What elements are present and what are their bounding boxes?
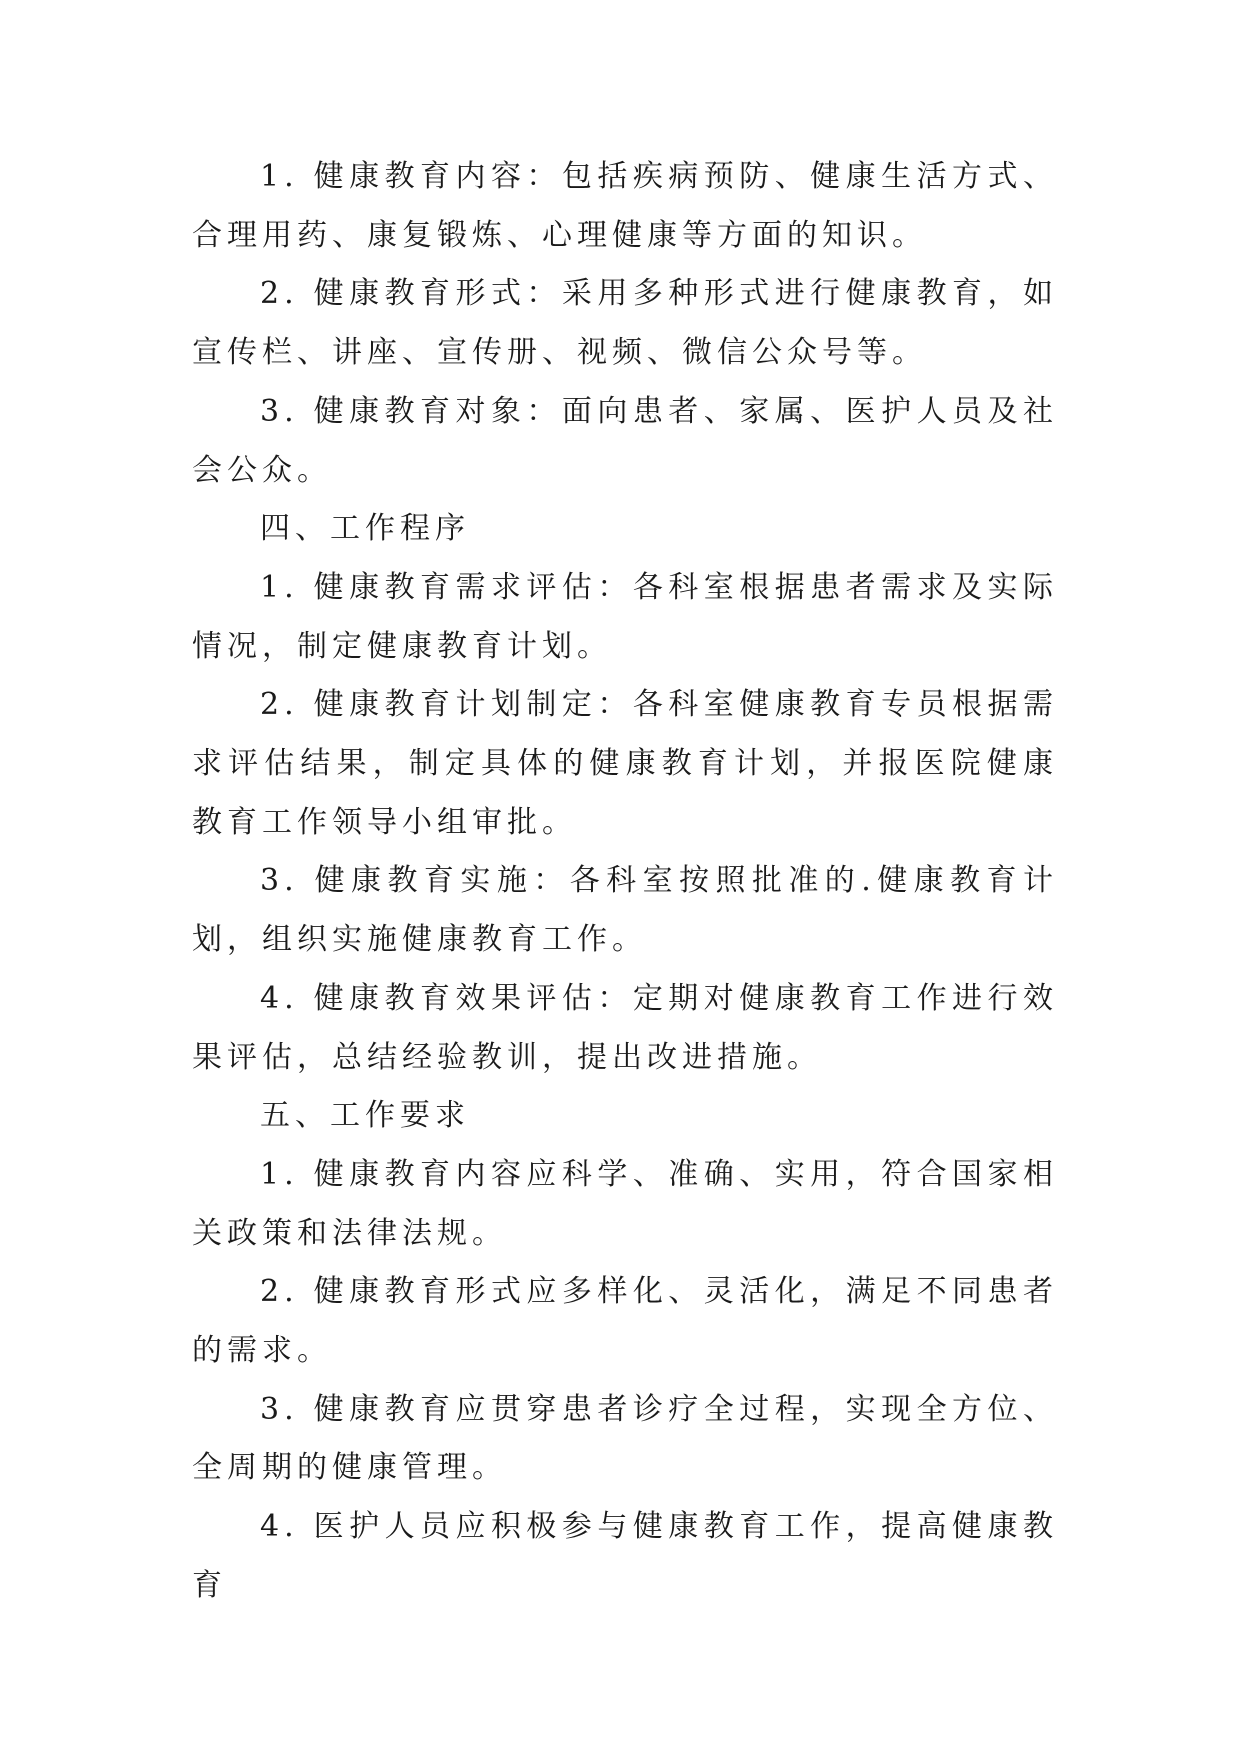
paragraph-requirement-item-2: 2. 健康教育形式应多样化、灵活化，满足不同患者的需求。 <box>192 1274 1058 1369</box>
paragraph-procedure-item-1: 1. 健康教育需求评估：各科室根据患者需求及实际情况，制定健康教育计划。 <box>192 569 1058 664</box>
paragraph-procedure-item-4: 4. 健康教育效果评估：定期对健康教育工作进行效果评估，总结经验教训，提出改进措施。 <box>192 980 1058 1075</box>
paragraph-requirement-item-1: 1. 健康教育内容应科学、准确、实用，符合国家相关政策和法律法规。 <box>192 1156 1058 1251</box>
paragraph-requirement-item-3: 3. 健康教育应贯穿患者诊疗全过程，实现全方位、全周期的健康管理。 <box>192 1391 1058 1486</box>
paragraph-requirement-item-4: 4. 医护人员应积极参与健康教育工作，提高健康教育 <box>192 1509 1058 1603</box>
section-heading-procedure: 四、工作程序 <box>260 511 470 547</box>
paragraph-content-item-2: 2. 健康教育形式：采用多种形式进行健康教育，如宣传栏、讲座、宣传册、视频、微信公众号等。 <box>192 276 1058 371</box>
paragraph-content-item-3: 3. 健康教育对象：面向患者、家属、医护人员及社会公众。 <box>192 393 1058 488</box>
paragraph-content-item-1: 1. 健康教育内容：包括疾病预防、健康生活方式、合理用药、康复锻炼、心理健康等方面的知识。 <box>192 159 1058 253</box>
paragraph-procedure-item-3: 3. 健康教育实施：各科室按照批准的.健康教育计划，组织实施健康教育工作。 <box>192 863 1058 958</box>
section-heading-requirements: 五、工作要求 <box>260 1098 470 1134</box>
paragraph-procedure-item-2: 2. 健康教育计划制定：各科室健康教育专员根据需求评估结果，制定具体的健康教育计划，并报医院健康教育工作领导小组审批。 <box>192 687 1058 840</box>
document-body <box>192 148 1058 1616</box>
